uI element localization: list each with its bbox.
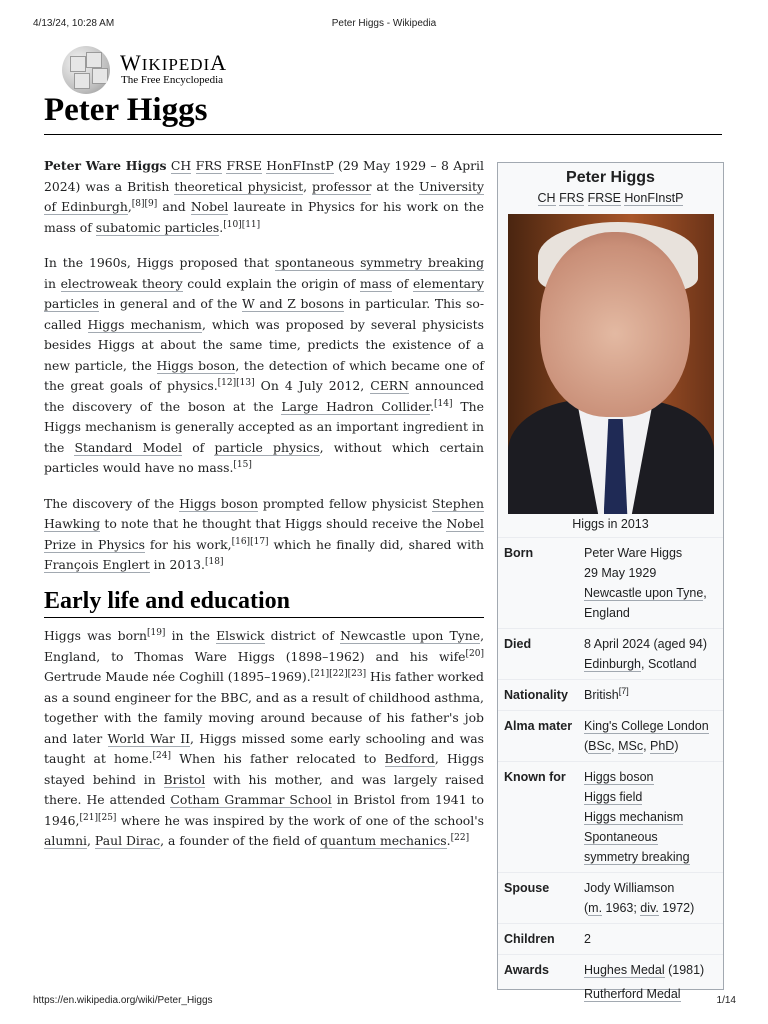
link-frse[interactable]: FRSE [226,158,262,173]
article-body [44,156,484,867]
ref-10[interactable]: [10] [223,219,242,230]
link-born-place[interactable]: Newcastle upon Tyne [584,586,704,600]
title-divider [44,134,722,135]
link-bristol[interactable]: Bristol [163,771,206,787]
ref-11[interactable]: [11] [241,219,261,230]
spouse-name: Jody Williamson [584,881,675,895]
link-frs[interactable]: FRS [195,158,223,173]
link-elementary-particles[interactable]: elementary particles [44,275,484,311]
infobox-row-awards: Awards Hughes Medal (1981) Rutherford Medal [498,954,723,1009]
link-alumni[interactable]: alumni [44,833,88,848]
ref-20[interactable]: [20] [465,648,484,659]
link-newcastle-upon-tyne[interactable]: Newcastle upon Tyne [340,628,481,643]
ref-21b[interactable]: [21] [79,812,98,823]
link-nobel[interactable]: Nobel [190,199,229,214]
link-elswick[interactable]: Elswick [216,628,265,643]
section-heading-early-life: Early life and education [44,591,484,619]
link-bsc[interactable]: BSc [588,739,612,753]
infobox-row-alma-mater: Alma mater King's College London (BSc, MSc, PhD) [498,710,723,761]
link-cern[interactable]: CERN [370,378,409,393]
link-higgs-boson-2[interactable]: Higgs boson [179,495,259,511]
link-divorced[interactable]: div. [640,901,659,915]
infobox-honours [498,191,723,205]
died-date: 8 April 2024 (aged 94) [584,637,708,651]
link-electroweak-theory[interactable]: electroweak theory [60,275,183,291]
infobox-row-died: Died 8 April 2024 (aged 94) Edinburgh, Scotland [498,628,723,679]
infobox-row-nationality [498,679,723,710]
link-known-ssb-2[interactable]: symmetry breaking [584,850,690,864]
ref-9[interactable]: [9] [144,198,158,209]
infobox-row-spouse: Spouse Jody Williamson (m. 1963; div. 1972) [498,872,723,923]
link-paul-dirac[interactable]: Paul Dirac [94,833,161,848]
ref-7[interactable]: [7] [618,685,629,696]
paragraph-1960s: In the 1960s, Higgs proposed that spontaneous symmetry breaking in electroweak theory could explain the origin of mass of elementary particles in general and of the W and Z bosons in particular. This so-called Higgs mechanism, which was proposed by several physicists besides Higgs at about the same time, predicts the existence of a new particle, the Higgs boson, the detection of which became one of the great goals of physics.[12][13] On 4 July 2012, CERN announced the discovery of the boson at the Large Hadron Collider.[14] The Higgs mechanism is generally accepted as an important ingredient in the Standard Model of particle physics, without which certain particles would have no mass.[15] [44,255,485,475]
link-honfinstp[interactable]: HonFInstP [266,158,334,173]
link-mass[interactable]: mass [359,275,392,291]
wikipedia-tagline: The Free Encyclopedia [121,74,224,86]
link-msc[interactable]: MSc [618,739,644,753]
ref-22b[interactable]: [22] [450,832,470,843]
link-bedford[interactable]: Bedford [384,751,435,766]
link-died-place[interactable]: Edinburgh [584,657,641,671]
infobox-title: Peter Higgs [566,169,655,186]
link-phd[interactable]: PhD [650,739,675,753]
link-world-war-ii[interactable]: World War II [107,730,191,746]
label-children: Children [504,932,555,946]
ref-14[interactable]: [14] [434,398,453,409]
ref-17[interactable]: [17] [250,536,269,547]
ref-21[interactable]: [21] [310,668,330,679]
link-particle-physics[interactable]: particle physics [214,439,320,455]
label-nationality: Nationality [504,688,568,702]
print-datetime: 4/13/24, 10:28 AM [33,18,115,29]
link-stephen-hawking[interactable]: Stephen Hawking [44,495,484,531]
link-kings-college-london[interactable]: King's College London [584,719,709,733]
infobox-link-frse[interactable]: FRSE [587,191,621,205]
link-university-of-edinburgh[interactable]: University of Edinburgh [44,178,484,214]
nationality-value: British [584,688,619,702]
link-married[interactable]: m. [588,901,603,915]
link-large-hadron-collider[interactable]: Large Hadron Collider [281,398,431,414]
ref-19[interactable]: [19] [146,627,166,638]
label-awards: Awards [504,963,549,977]
wikipedia-wordmark[interactable]: WIKIPEDIA [120,50,228,75]
paragraph-discovery: The discovery of the Higgs boson prompted fellow physicist Stephen Hawking to note that he thought that Higgs should receive the Nobel Prize in Physics for his work,[16][17] which he finally did, shared with François Englert in 2013.[18] [44,495,484,572]
wikipedia-globe-icon[interactable] [62,46,110,94]
infobox [497,162,724,1001]
ref-13[interactable]: [13] [236,377,255,388]
image-caption: Higgs in 2013 [572,517,649,531]
label-born: Born [504,546,534,560]
link-higgs-boson[interactable]: Higgs boson [156,357,236,373]
print-title: Peter Higgs - Wikipedia [331,18,437,29]
ref-24[interactable]: [24] [152,750,171,761]
ref-16[interactable]: [16] [231,536,251,547]
print-url: https://en.wikipedia.org/wiki/Peter_Higgs [33,995,213,1006]
link-known-ssb-1[interactable]: Spontaneous [584,830,658,844]
link-ch[interactable]: CH [170,158,192,173]
link-cotham-grammar-school[interactable]: Cotham Grammar School [170,792,332,807]
infobox-row-children [498,923,723,954]
link-higgs-mechanism[interactable]: Higgs mechanism [87,316,202,332]
link-francois-englert[interactable]: François Englert [44,557,150,572]
link-spontaneous-symmetry-breaking[interactable]: spontaneous symmetry breaking [274,255,484,270]
paragraph-early-life: Higgs was born[19] in the Elswick district of Newcastle upon Tyne, England, to Thomas Ware Higgs (1898–1962) and his wife[20] Gertrude Maude née Coghill (1895–1969).[21][22][23] His father worked as a sound engineer for the BBC, and as a result of childhood asthma, together with the family moving around because of his father's job and later World War II, Higgs missed some early schooling and was taught at home.[24] When his father relocated to Bedford, Higgs stayed behind in Bristol with his mother, and was largely raised there. He attended Cotham Grammar School in Bristol from 1941 to 1946,[21][25] where he was inspired by the work of one of the school's alumni, Paul Dirac, a founder of the field of quantum mechanics.[22] [44,627,485,848]
ref-25[interactable]: [25] [97,812,117,823]
link-w-and-z-bosons[interactable]: W and Z bosons [241,296,345,311]
link-hughes-medal[interactable]: Hughes Medal [584,963,665,977]
born-name: Peter Ware Higgs [584,546,683,560]
link-professor[interactable]: professor [312,178,372,194]
link-standard-model[interactable]: Standard Model [74,439,183,455]
link-rutherford-medal[interactable]: Rutherford Medal [584,987,681,1001]
infobox-row-born: Born Peter Ware Higgs 29 May 1929 Newcastle upon Tyne, England [498,537,723,628]
ref-12[interactable]: [12] [217,377,237,388]
infobox-link-frs[interactable]: FRS [559,191,585,205]
label-known-for: Known for [504,770,566,784]
infobox-link-ch[interactable]: CH [537,191,556,205]
label-spouse: Spouse [504,881,550,895]
ref-23[interactable]: [23] [347,668,367,679]
link-known-higgs-field[interactable]: Higgs field [584,790,643,804]
born-date: 29 May 1929 [584,566,657,580]
link-known-higgs-mechanism[interactable]: Higgs mechanism [584,810,684,824]
intro-paragraph: Peter Ware Higgs CH FRS FRSE HonFInstP (29 May 1929 – 8 April 2024) was a British theoretical physicist, professor at the University of Edinburgh,[8][9] and Nobel laureate in Physics for his work on the mass of subatomic particles.[10][11] [44,158,484,235]
born-country: England [584,606,630,620]
page-title: Peter Higgs [44,92,208,128]
ref-18[interactable]: [18] [205,556,224,567]
link-subatomic-particles[interactable]: subatomic particles [95,219,220,235]
ref-22[interactable]: [22] [329,668,348,679]
link-theoretical-physicist[interactable]: theoretical physicist [174,178,304,194]
portrait-image[interactable] [508,214,714,514]
link-known-higgs-boson[interactable]: Higgs boson [584,770,654,784]
label-died: Died [504,637,532,651]
link-nobel-prize-in-physics[interactable]: Nobel Prize in Physics [44,516,484,552]
ref-15[interactable]: [15] [233,459,252,470]
label-alma-mater: Alma mater [504,719,573,733]
children-value: 2 [584,932,591,946]
infobox-row-known-for [498,761,723,872]
ref-8[interactable]: [8] [131,198,145,209]
link-quantum-mechanics[interactable]: quantum mechanics [320,833,447,848]
print-page-number: 1/14 [716,995,736,1006]
infobox-link-honfinstp[interactable]: HonFInstP [624,191,684,205]
